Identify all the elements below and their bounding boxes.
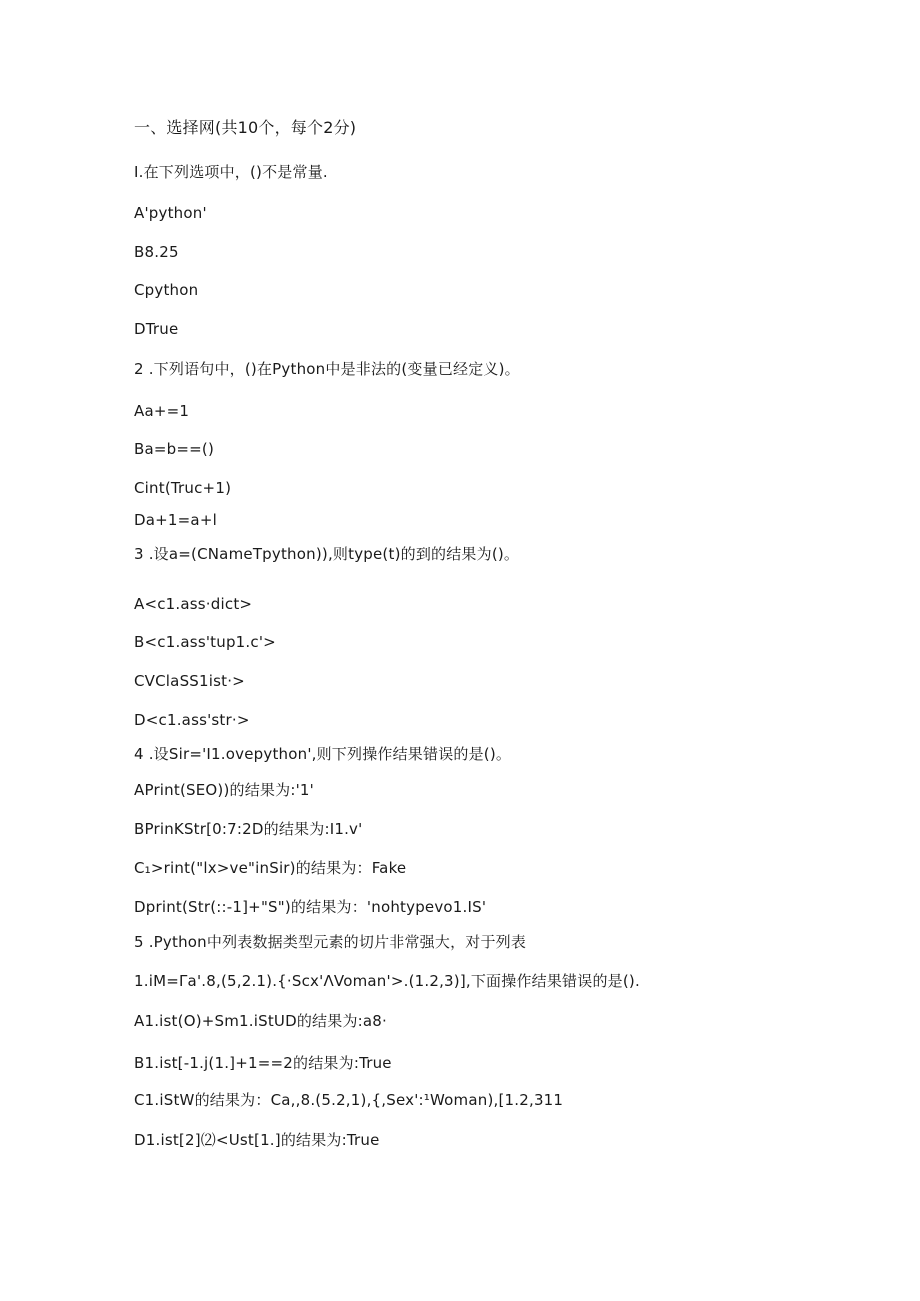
question-1-option-c: Cpython xyxy=(134,281,199,299)
question-4-option-b: BPrinKStr[0:7:2D的结果为:I1.v' xyxy=(134,820,363,838)
question-5-stem: 5 .Python中列表数据类型元素的切片非常强大，对于列表 xyxy=(134,933,527,951)
question-2-stem: 2 .下列语句中，()在Python中是非法的(变量已经定义)。 xyxy=(134,360,520,378)
question-2-option-c: Cint(Truc+1) xyxy=(134,479,232,497)
question-1-option-d: DTrue xyxy=(134,320,179,338)
question-3-stem: 3 .设a=(CNameTpython)),则type(t)的到的结果为()。 xyxy=(134,545,520,563)
question-2-option-d: Da+1=a+l xyxy=(134,511,217,529)
question-3-option-a: A<c1.ass·dict> xyxy=(134,595,253,613)
question-4-stem: 4 .设Sir='I1.ovepython',则下列操作结果错误的是()。 xyxy=(134,745,512,763)
question-2-option-a: Aa+=1 xyxy=(134,402,190,420)
question-1-option-a: A'python' xyxy=(134,204,207,222)
question-4-option-a: APrint(SEO))的结果为:'1' xyxy=(134,781,314,799)
question-1-option-b: B8.25 xyxy=(134,243,179,261)
question-2-option-b: Ba=b==() xyxy=(134,440,215,458)
question-4-option-d: Dprint(Str(::-1]+"S")的结果为：'nohtypevo1.IS' xyxy=(134,898,487,916)
question-4-option-c: C₁>rint("lx>ve"inSir)的结果为：Fake xyxy=(134,859,407,877)
question-5-option-a: A1.ist(O)+Sm1.iStUD的结果为:a8· xyxy=(134,1012,388,1030)
question-5-stem-continued: 1.iM=Γa'.8,(5,2.1).{·Scx'ΛVoman'>.(1.2,3)],下面操作结果错误的是(). xyxy=(134,972,640,990)
question-3-option-c: CVClaSS1ist·> xyxy=(134,672,245,690)
question-1-stem: I.在下列选项中，()不是常量. xyxy=(134,163,328,181)
question-5-option-b: B1.ist[-1.j(1.]+1==2的结果为:True xyxy=(134,1054,392,1072)
question-3-option-b: B<c1.ass'tup1.c'> xyxy=(134,633,276,651)
section-title: 一、选择网(共10个，每个2分) xyxy=(134,118,357,137)
question-5-option-c: C1.iStW的结果为：Ca,,8.(5.2,1),{,Sex':¹Woman),[1.2,311 xyxy=(134,1091,564,1109)
question-5-option-d: D1.ist[2]⑵<Ust[1.]的结果为:True xyxy=(134,1131,380,1149)
question-3-option-d: D<c1.ass'str·> xyxy=(134,711,250,729)
